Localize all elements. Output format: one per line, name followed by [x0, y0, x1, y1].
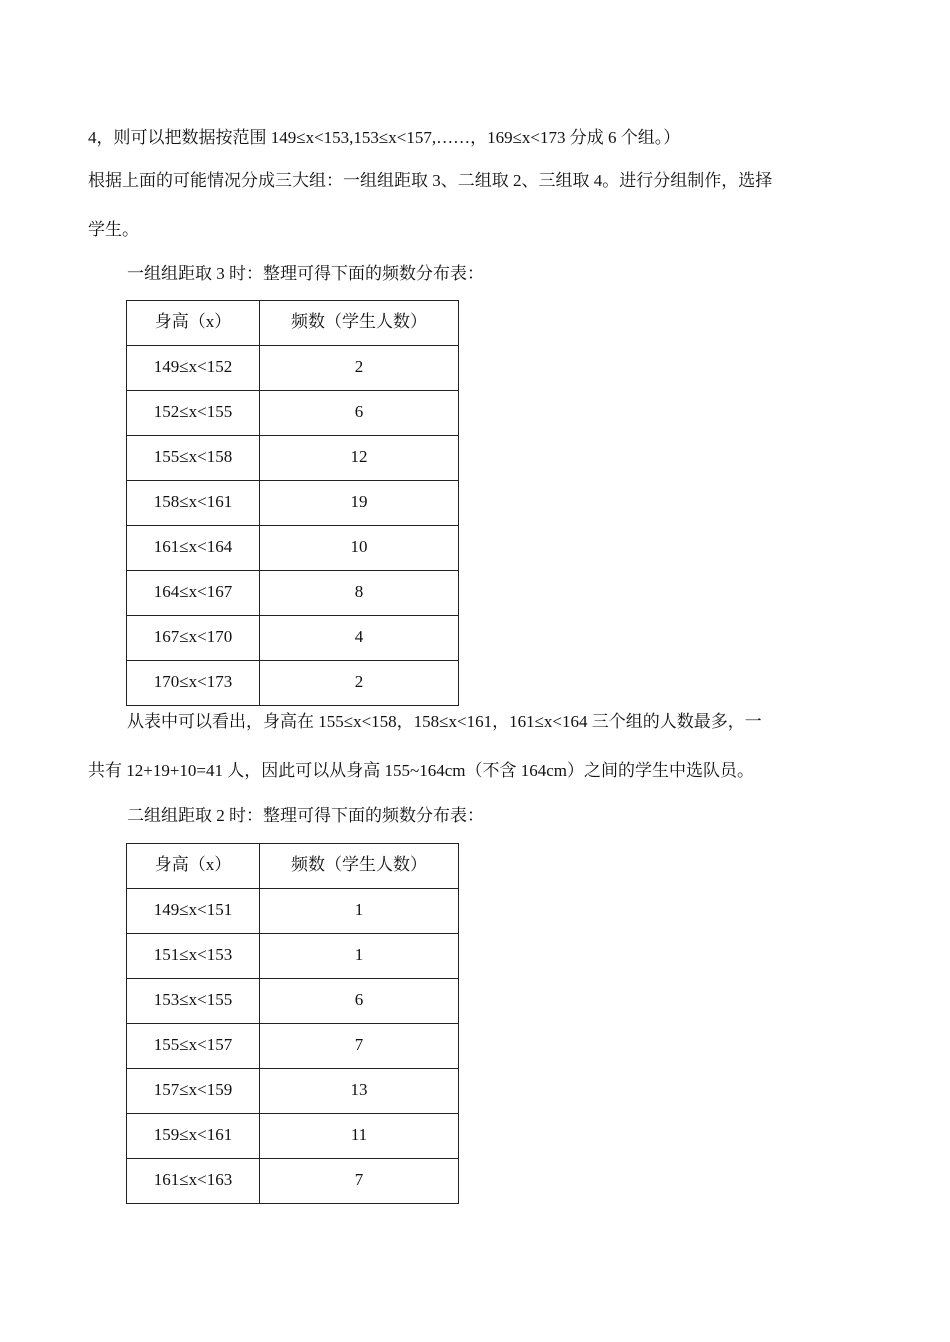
table-row	[127, 391, 459, 436]
table-row	[127, 934, 459, 979]
table-row	[127, 616, 459, 661]
table-row	[127, 436, 459, 481]
paragraph-grouping-intro-line1: 根据上面的可能情况分成三大组：一组组距取 3、二组取 2、三组取 4。进行分组制作，选择	[88, 171, 773, 190]
cell-range: 157≤x<159	[127, 1069, 260, 1114]
table-header-row	[127, 301, 459, 346]
table-row	[127, 1159, 459, 1204]
paragraph-analysis-line1: 从表中可以看出，身高在 155≤x<158，158≤x<161，161≤x<164 三个组的人数最多，一	[127, 712, 762, 731]
header-height: 身高（x）	[127, 844, 260, 889]
cell-count: 6	[260, 391, 459, 436]
paragraph-analysis-line2: 共有 12+19+10=41 人，因此可以从身高 155~164cm（不含 164cm）之间的学生中选队员。	[88, 761, 754, 780]
table-row	[127, 1069, 459, 1114]
cell-range: 155≤x<157	[127, 1024, 260, 1069]
cell-range: 167≤x<170	[127, 616, 260, 661]
cell-count: 11	[260, 1114, 459, 1159]
table-row	[127, 481, 459, 526]
table-row	[127, 346, 459, 391]
cell-count: 8	[260, 571, 459, 616]
cell-range: 158≤x<161	[127, 481, 260, 526]
paragraph-group1-heading: 一组组距取 3 时：整理可得下面的频数分布表：	[127, 264, 484, 283]
paragraph-range-note: 4，则可以把数据按范围 149≤x<153,153≤x<157,……，169≤x<173 分成 6 个组。）	[88, 128, 681, 147]
cell-range: 161≤x<164	[127, 526, 260, 571]
cell-range: 149≤x<152	[127, 346, 260, 391]
cell-count: 1	[260, 889, 459, 934]
table-row	[127, 661, 459, 706]
cell-range: 170≤x<173	[127, 661, 260, 706]
cell-range: 149≤x<151	[127, 889, 260, 934]
cell-count: 4	[260, 616, 459, 661]
cell-count: 19	[260, 481, 459, 526]
header-frequency: 频数（学生人数）	[260, 844, 459, 889]
cell-count: 2	[260, 661, 459, 706]
cell-range: 164≤x<167	[127, 571, 260, 616]
cell-range: 159≤x<161	[127, 1114, 260, 1159]
cell-range: 155≤x<158	[127, 436, 260, 481]
table-header-row	[127, 844, 459, 889]
cell-count: 12	[260, 436, 459, 481]
frequency-table-2	[126, 843, 459, 1204]
table-row	[127, 889, 459, 934]
paragraph-group2-heading: 二组组距取 2 时：整理可得下面的频数分布表：	[127, 806, 484, 825]
header-height: 身高（x）	[127, 301, 260, 346]
table-row	[127, 1024, 459, 1069]
header-frequency: 频数（学生人数）	[260, 301, 459, 346]
cell-count: 13	[260, 1069, 459, 1114]
table-row	[127, 979, 459, 1024]
table-row	[127, 571, 459, 616]
cell-count: 7	[260, 1159, 459, 1204]
cell-count: 1	[260, 934, 459, 979]
cell-count: 2	[260, 346, 459, 391]
cell-count: 6	[260, 979, 459, 1024]
cell-count: 7	[260, 1024, 459, 1069]
paragraph-grouping-intro-line2: 学生。	[88, 220, 139, 239]
cell-range: 153≤x<155	[127, 979, 260, 1024]
cell-range: 152≤x<155	[127, 391, 260, 436]
cell-range: 161≤x<163	[127, 1159, 260, 1204]
table-row	[127, 1114, 459, 1159]
cell-count: 10	[260, 526, 459, 571]
frequency-table-1	[126, 300, 459, 706]
table-row	[127, 526, 459, 571]
cell-range: 151≤x<153	[127, 934, 260, 979]
